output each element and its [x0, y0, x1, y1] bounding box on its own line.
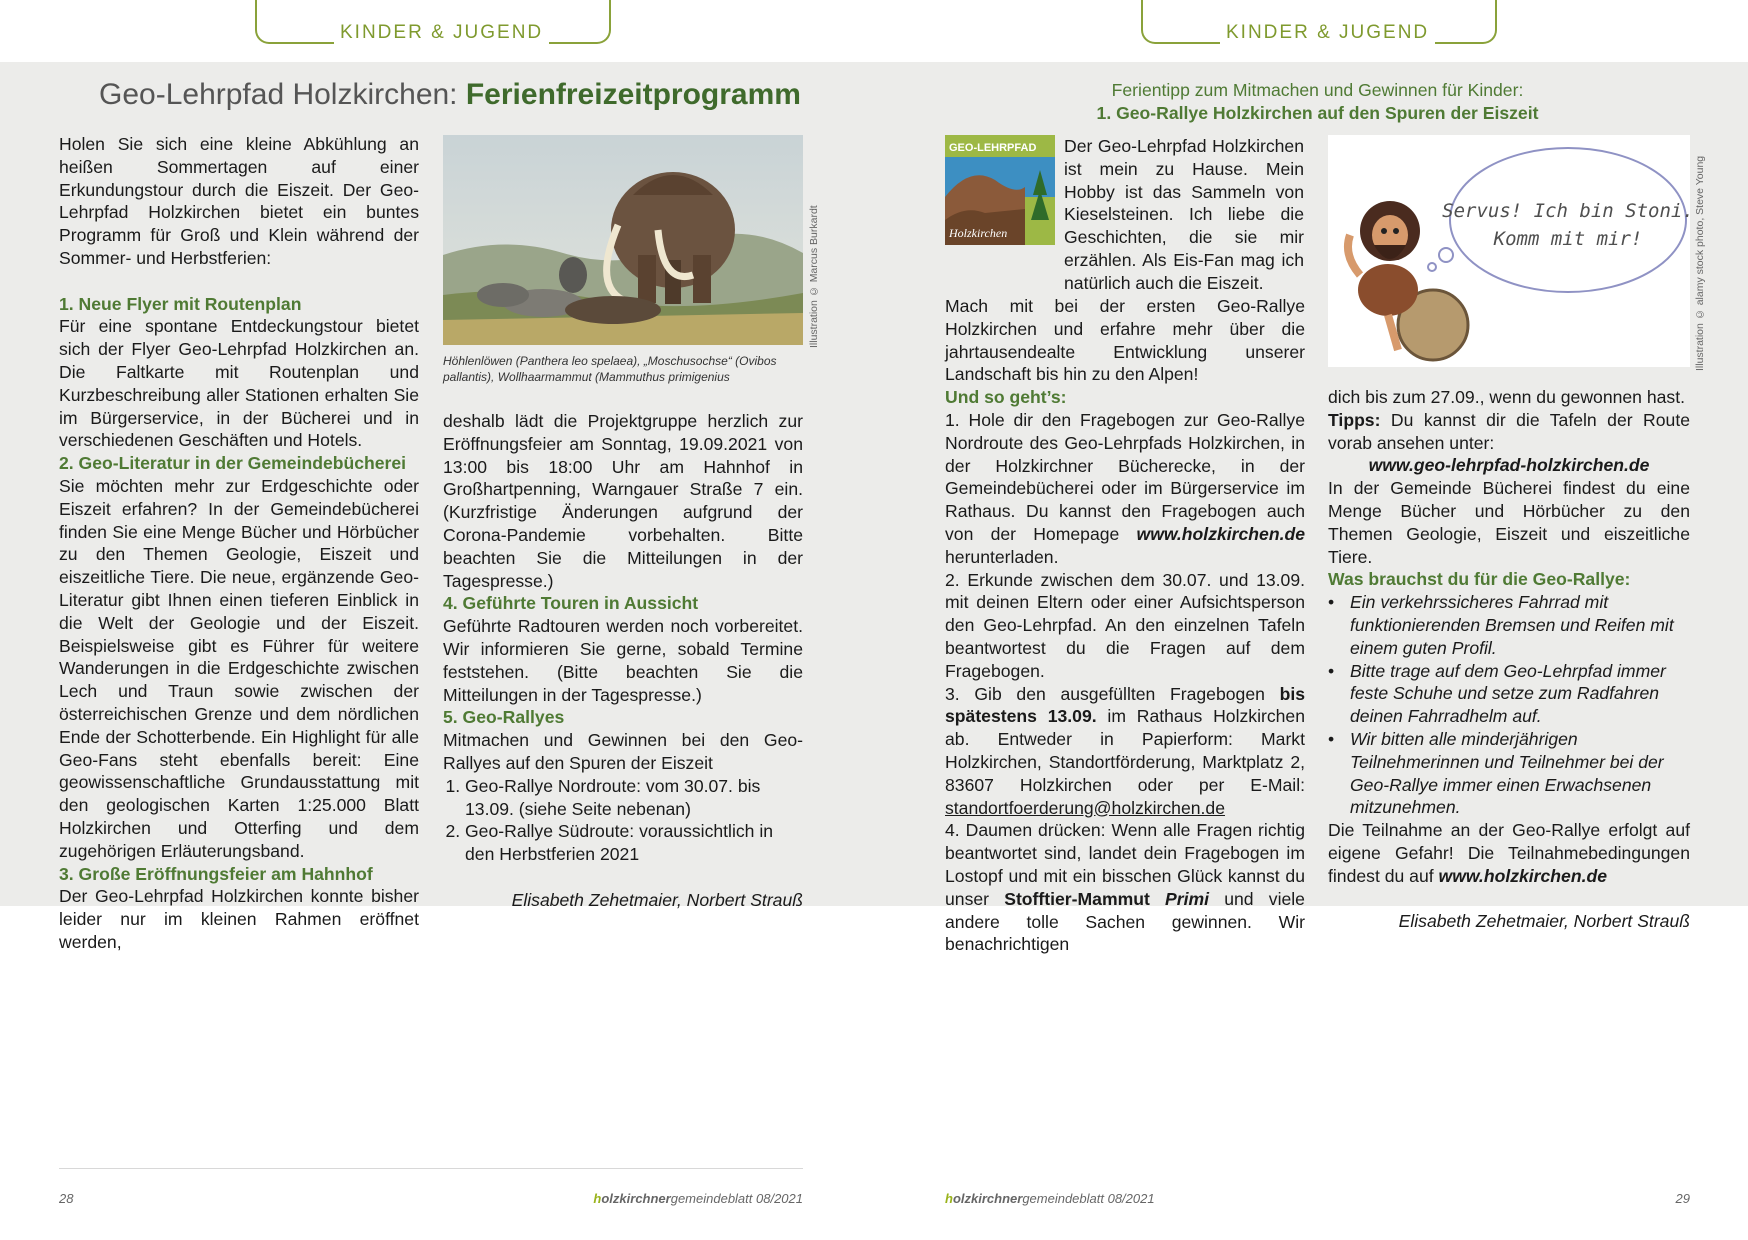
brand-initial: h [593, 1191, 602, 1206]
speech-line-1: Servus! Ich bin Stoni. [1442, 200, 1690, 222]
brand-initial: h [945, 1191, 953, 1206]
logo-text-bottom: Holzkirchen [949, 226, 1008, 240]
spacer [59, 270, 419, 293]
article-title-left [99, 78, 819, 112]
footer-brand-left [585, 1191, 803, 1206]
right-column-1 [945, 295, 1305, 956]
step-1-text: 1. Hole dir den Fragebogen zur Geo-Rallye Nordroute des Geo-Lehrpfads Holzkirchen, in der Holzkirchner Bücherecke, in der Gemeindebücherei oder im Bürgerservice im Rathaus. Du kannst den Fragebogen auch von der Homepage [945, 409, 1305, 544]
tips-label: Tipps: [1328, 409, 1381, 430]
section-text-2: Sie möchten mehr zur Erdgeschichte oder Eiszeit erfahren? In der Gemeindebücherei finden Sie eine Menge Bücher und Hörbücher zu den Themen Geologie, Eiszeit und eiszeitliche Tiere. Die neue, ergänzende Geo-Literatur gibt Ihnen einen tieferen Einblick in die Welt der Geologie und der Eiszeit. Beispielsweise gibt es Führer für weitere Wanderungen in die Erdgeschichte zwischen Lech und Traun sowie zwischen der österreichischen Grenze und dem nördlichen Ende der Schotterbende. Ein Highlight für alle Geo-Fans steht ebenfalls bereit: Eine geowissenschaftliche Grundausstattung mit den geologischen Karten 1:25.000 Blatt Holzkirchen und Otterfing und dem zugehörigen Erläuterungsband. [59, 475, 419, 861]
step-1 [945, 409, 1305, 569]
step-3 [945, 683, 1305, 820]
section-heading-5: 5. Geo-Rallyes [443, 707, 565, 728]
stoni-illustration [1328, 135, 1690, 367]
section-text-4: Geführte Radtouren werden noch vorbereitet. Wir informieren Sie gerne, sobald Termine feststehen. (Bitte beachten Sie die Mitteilungen in der Tagespresse.) [443, 616, 803, 705]
rallye-list [443, 775, 803, 866]
homepage-link[interactable]: www.holzkirchen.de [1136, 523, 1305, 544]
image-caption: Höhlenlöwen (Panthera leo spelaea), „Moschusochse“ (Ovibos pallantis), Wollhaarmammut (Mammuthus primigenius [443, 354, 777, 384]
signature-left: Elisabeth Zehetmaier, Norbert Strauß [511, 889, 803, 910]
list-item: • Ein verkehrssicheres Fahrrad mit funktionierenden Bremsen und Reifen mit einem guten Profil. [1350, 591, 1690, 659]
section-text-1: Für eine spontane Entdeckungstour bietet sich der Flyer Geo-Lehrpfad Holzkirchen an. Die Faltkarte mit Routenplan und Kurzbeschreibung aller Stationen erhalten Sie im Bürgerservice, in der Bücherei und in verschiedenen Geschäften und Hotels. [59, 316, 419, 451]
article-title-right: 1. Geo-Rallye Holzkirchen auf den Spuren der Eiszeit [1096, 103, 1539, 123]
brand-issue: gemeindeblatt 08/2021 [670, 1191, 803, 1206]
brand-name: olzkirchner [601, 1191, 671, 1206]
step-4-text-end: und viele andere tolle Sachen gewinnen. Wir benachrichtigen [945, 888, 1305, 955]
left-column-2 [443, 410, 803, 912]
prize-name: Stofftier-Mammut [1004, 888, 1166, 909]
step-2: 2. Erkunde zwischen dem 30.07. und 13.09. mit deinen Eltern oder einer Aufsichtsperson den Geo-Lehrpfad. An den einzelnen Tafeln beantwortest du die Fragen auf dem Fragebogen. [945, 569, 1305, 681]
section-text-5: Mitmachen und Gewinnen bei den Geo-Rallyes auf den Spuren der Eiszeit [443, 730, 803, 773]
step-4-text: 4. Daumen drücken: Wenn alle Fragen richtig beantwortet sind, landet dein Fragebogen im Lostopf und mit ein bisschen Glück kannst du unser [945, 820, 1305, 909]
rallye-paragraph: Mach mit bei der ersten Geo-Rallye Holzkirchen und erfahre mehr über die jahrtausendealte Entwicklung unserer Landschaft bis hin zu den Alpen! [945, 296, 1305, 385]
speech-line-2: Komm mit mir! [1493, 228, 1643, 250]
section-label-right: KINDER & JUGEND [1220, 22, 1435, 44]
article-header-right [945, 79, 1690, 125]
how-heading: Und so geht’s: [945, 387, 1067, 408]
notify-text: dich bis zum 27.09., wenn du gewonnen hast. [1328, 387, 1685, 407]
footer-divider [59, 1168, 803, 1169]
section-text-3: Der Geo-Lehrpfad Holzkirchen konnte bisher leider nur im kleinen Rahmen eröffnet werden, [59, 886, 419, 952]
spacer [443, 866, 803, 889]
need-list [1328, 591, 1690, 819]
image-credit-stoni: Illustration © alamy stock photo, Steve Young [1694, 155, 1706, 371]
section-heading-2: 2. Geo-Literatur in der Gemeindebücherei [59, 453, 407, 474]
step-3-text-end: im Rathaus Holzkirchen ab. Entweder in Papierform: Markt Holzkirchen, Standortförderung, Marktplatz 2, 83607 Holzkirchen oder per E-Mail: [945, 706, 1305, 795]
list-item: 1. Geo-Rallye Nordroute: vom 30.07. bis 13.09. (siehe Seite nebenan) [465, 775, 803, 821]
geo-lehrpfad-url[interactable]: www.geo-lehrpfad-holzkirchen.de [1368, 455, 1650, 476]
need-heading: Was brauchst du für die Geo-Rallye: [1328, 569, 1631, 590]
tips-paragraph [1328, 409, 1690, 455]
image-credit-mammoth: Illustration © Marcus Burkardt [808, 205, 820, 348]
brand-name: olzkirchner [952, 1191, 1023, 1206]
left-column-1 [59, 133, 419, 954]
section-heading-4: 4. Geführte Touren in Aussicht [443, 593, 699, 614]
right-column-2 [1328, 386, 1690, 933]
library-text: In der Gemeinde Bücherei findest du eine Menge Bücher und Hörbücher zu den Themen Geologie, Eiszeit und eiszeitliche Tiere. [1328, 478, 1690, 567]
page-number-left: 28 [59, 1191, 74, 1206]
deadline: bis spätestens 13.09. [945, 683, 1305, 727]
geo-lehrpfad-logo [945, 135, 1055, 245]
section-heading-3: 3. Große Eröffnungsfeier am Hahnhof [59, 863, 373, 884]
step-4 [945, 819, 1305, 956]
list-item: • Wir bitten alle minderjährigen Teilnehmerinnen und Teilnehmer bei der Geo-Rallye immer einen Erwachsenen mitzunehmen. [1350, 728, 1690, 819]
article-kicker: Ferientipp zum Mitmachen und Gewinnen für Kinder: [1111, 80, 1524, 100]
prize-italic: Primi [1165, 888, 1210, 909]
title-light: Geo-Lehrpfad Holzkirchen: [99, 78, 466, 111]
section-text-3-continued: deshalb lädt die Projektgruppe herzlich zur Eröffnungsfeier am Sonntag, 19.09.2021 von 13:00 bis 18:00 Uhr am Hahnhof in Großhartpenning, Warngauer Straße 7 ein. (Kurzfristige Änderungen aufgrund der Corona-Pandemie vorbehalten. Bitte beachten Sie die Mitteilungen in der Tagespresse.) [443, 411, 803, 591]
page-number-right: 29 [1675, 1191, 1690, 1206]
terms-text: Die Teilnahme an der Geo-Rallye erfolgt auf eigene Gefahr! Die Teilnahmebedingungen findest du auf [1328, 820, 1690, 886]
signature-right: Elisabeth Zehetmaier, Norbert Strauß [1398, 911, 1690, 932]
step-1-text-end: herunterladen. [945, 546, 1059, 567]
title-bold: Ferienfreizeitprogramm [465, 78, 801, 111]
holzkirchen-url[interactable]: www.holzkirchen.de [1438, 865, 1608, 886]
list-item: 2. Geo-Rallye Südroute: voraussichtlich in den Herbstferien 2021 [465, 820, 803, 866]
logo-text-top: GEO-LEHRPFAD [949, 142, 1037, 154]
intro-paragraph: Holen Sie sich eine kleine Abkühlung an heißen Sommertagen auf einer Erkundungstour durch die Eiszeit. Der Geo-Lehrpfad Holzkirchen bietet ein buntes Programm für Groß und Klein während der Sommer- und Herbstferien: [59, 134, 419, 268]
intro-paragraph-right: Der Geo-Lehrpfad Holzkirchen ist mein zu Hause. Mein Hobby ist das Sammeln von Kieselsteinen. Ich liebe die Geschichten, die sie mir erzählen. Als Eis-Fan mag ich natürlich auch die Eiszeit. [1064, 136, 1304, 293]
terms-paragraph [1328, 819, 1690, 887]
step-3-text: 3. Gib den ausgefüllten Fragebogen [945, 683, 1280, 704]
list-item: • Bitte trage auf dem Geo-Lehrpfad immer feste Schuhe und setze zum Radfahren deinen Fahrradhelm auf. [1350, 660, 1690, 728]
email-link[interactable]: standortfoerderung@holzkirchen.de [945, 797, 1225, 818]
mammoth-illustration [443, 135, 803, 345]
section-label-left: KINDER & JUGEND [334, 22, 549, 44]
tips-text: Du kannst dir die Tafeln der Route vorab ansehen unter: [1328, 409, 1690, 453]
footer-brand-right [945, 1191, 1155, 1206]
brand-issue: gemeindeblatt 08/2021 [1022, 1191, 1155, 1206]
spacer [1328, 888, 1690, 911]
right-intro-wrap [1064, 135, 1304, 295]
section-heading-1: 1. Neue Flyer mit Routenplan [59, 293, 302, 314]
